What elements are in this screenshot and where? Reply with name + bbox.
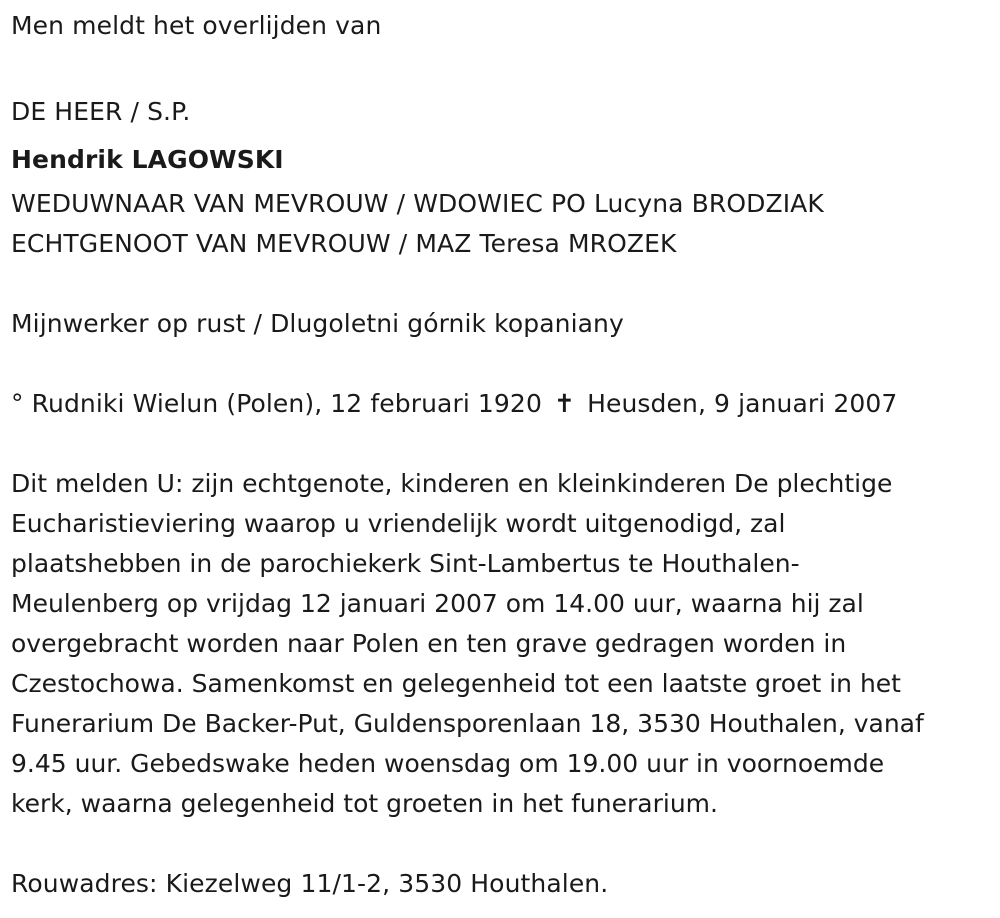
paragraph-line: Czestochowa. Samenkomst en gelegenheid tot een laatste groet in het [11, 669, 901, 698]
death-info: Heusden, 9 januari 2007 [587, 389, 898, 418]
paragraph-line: Dit melden U: zijn echtgenote, kinderen en kleinkinderen De plechtige [11, 469, 893, 498]
cross-icon: ✝ [554, 389, 576, 418]
life-dates [11, 384, 996, 424]
paragraph-line: overgebracht worden naar Polen en ten grave gedragen worden in [11, 629, 847, 658]
deceased-name: Hendrik LAGOWSKI [11, 145, 284, 174]
paragraph-line: plaatshebben in de parochiekerk Sint-Lambertus te Houthalen- [11, 549, 800, 578]
mourning-address: Rouwadres: Kiezelweg 11/1-2, 3530 Houthalen. [11, 869, 609, 898]
relation-spouse: ECHTGENOOT VAN MEVROUW / MAZ Teresa MROZEK [11, 229, 677, 258]
death-notice [11, 0, 996, 904]
paragraph-line: Eucharistieviering waarop u vriendelijk wordt uitgenodigd, zal [11, 509, 786, 538]
deceased-title: DE HEER / S.P. [11, 97, 191, 126]
birth-info: ° Rudniki Wielun (Polen), 12 februari 1920 [11, 389, 542, 418]
announcement-paragraph [11, 464, 986, 824]
relation-widower: WEDUWNAAR VAN MEVROUW / WDOWIEC PO Lucyna BRODZIAK [11, 189, 824, 218]
paragraph-line: Meulenberg op vrijdag 12 januari 2007 om 14.00 uur, waarna hij zal [11, 589, 864, 618]
occupation-text: Mijnwerker op rust / Dlugoletni górnik kopaniany [11, 309, 624, 338]
intro-text: Men meldt het overlijden van [11, 11, 382, 40]
paragraph-line: kerk, waarna gelegenheid tot groeten in het funerarium. [11, 789, 718, 818]
paragraph-line: 9.45 uur. Gebedswake heden woensdag om 19.00 uur in voornoemde [11, 749, 885, 778]
paragraph-line: Funerarium De Backer-Put, Guldensporenlaan 18, 3530 Houthalen, vanaf [11, 709, 924, 738]
